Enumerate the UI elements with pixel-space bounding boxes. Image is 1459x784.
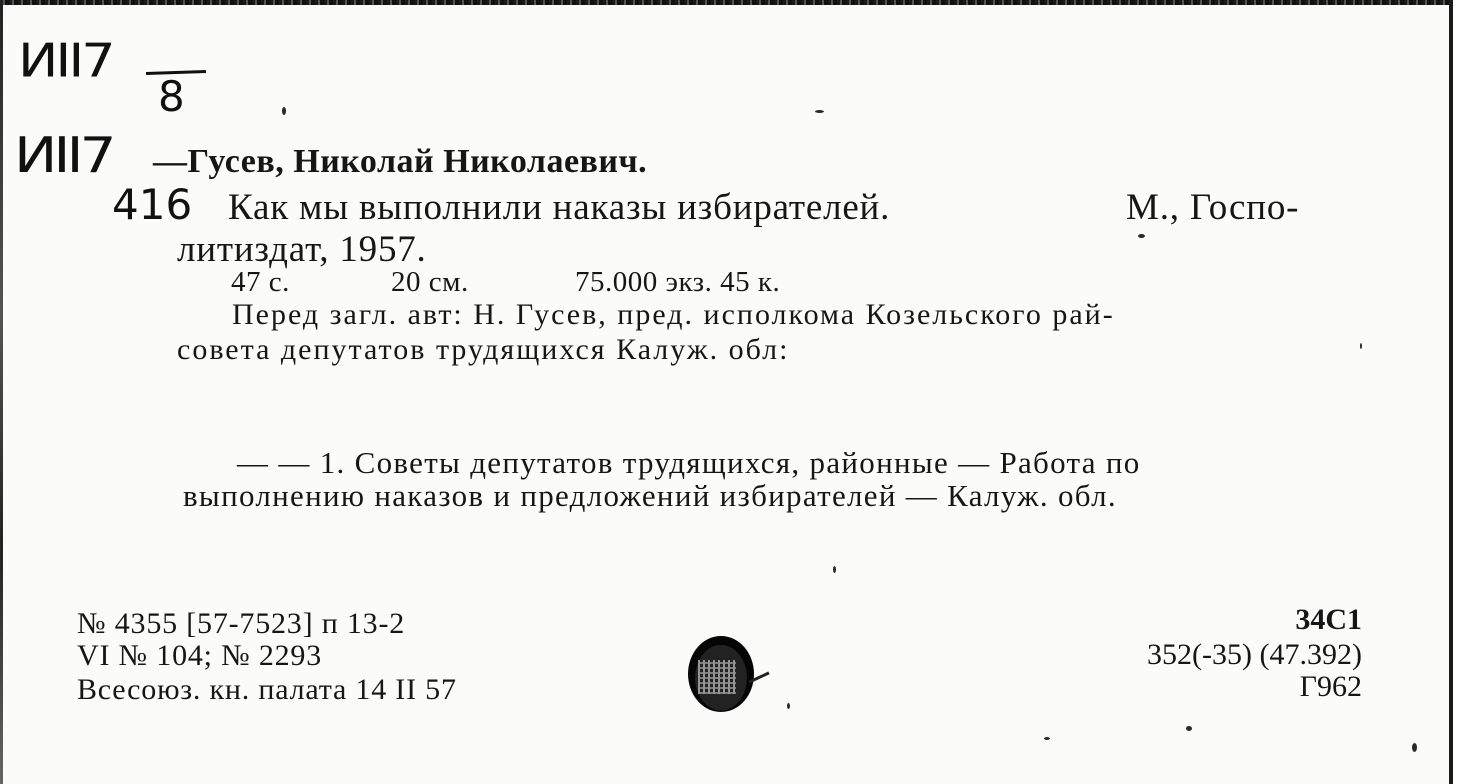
ink-speck xyxy=(1186,726,1192,731)
card-right-margin xyxy=(1453,0,1459,784)
ink-speck xyxy=(815,110,824,113)
card-left-edge xyxy=(0,0,3,784)
author-heading xyxy=(153,143,647,181)
subject-heading-line-2: выполнению наказов и предложений избирателей — Калуж. обл. xyxy=(183,478,1117,513)
title-line-1: Как мы выполнили наказы избирателей. xyxy=(228,187,891,228)
author-name: Гусев, Николай Николаевич. xyxy=(187,143,648,180)
collation xyxy=(231,266,780,299)
publication-place: М., Госпо- xyxy=(1126,187,1300,228)
collation-copies: 75.000 экз. 45 к. xyxy=(575,266,781,298)
handwritten-call-number: 416 xyxy=(112,180,193,229)
title-line-2: литиздат, 1957. xyxy=(177,229,427,270)
handwritten-shelf-number: 8 xyxy=(158,72,185,121)
imprint-line-3: Всесоюз. кн. палата 14 II 57 xyxy=(77,673,457,706)
ink-speck xyxy=(1044,737,1050,740)
stamp-texture xyxy=(698,660,736,694)
handwritten-shelf-mark: ИII7 xyxy=(18,34,113,88)
ink-speck xyxy=(1138,234,1145,238)
heading-dash: — xyxy=(153,143,188,180)
classification-code: 352(-35) (47.392) xyxy=(1147,638,1362,671)
classification-index: 34С1 xyxy=(1295,603,1362,636)
card-top-edge xyxy=(0,0,1459,5)
ink-speck xyxy=(1360,343,1362,349)
library-stamp-icon xyxy=(688,636,754,712)
ink-speck xyxy=(787,703,790,709)
author-mark: Г962 xyxy=(1299,670,1362,703)
subject-heading-line-1: — — 1. Советы депутатов трудящихся, районные — Работа по xyxy=(237,445,1141,480)
handwritten-call-mark: ИII7 xyxy=(14,126,113,184)
imprint-line-1: № 4355 [57-7523] п 13-2 xyxy=(77,607,406,640)
ink-speck xyxy=(282,107,286,115)
collation-pages: 47 с. xyxy=(231,266,290,298)
collation-size: 20 см. xyxy=(391,266,469,298)
imprint-line-2: VI № 104; № 2293 xyxy=(77,639,323,672)
ink-speck xyxy=(833,566,836,573)
ink-speck xyxy=(1412,743,1417,752)
note-line-2: совета депутатов трудящихся Калуж. обл: xyxy=(177,333,790,366)
note-line-1: Перед загл. авт: Н. Гусев, пред. исполкома Козельского рай- xyxy=(232,298,1115,331)
